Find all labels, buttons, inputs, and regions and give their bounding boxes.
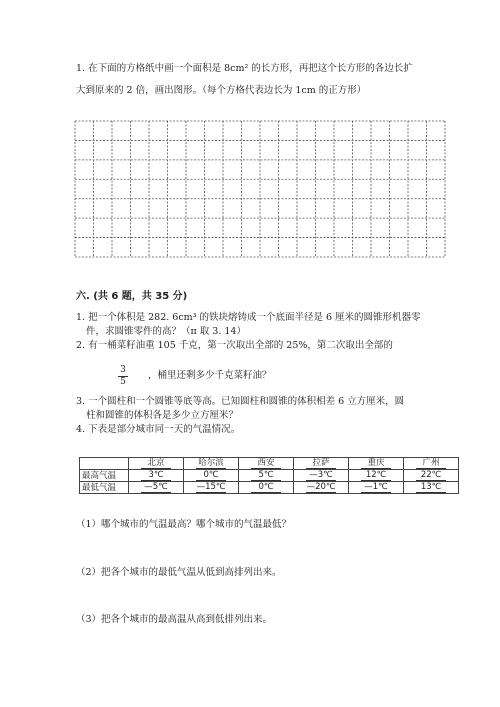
temp-value: —5℃ — [141, 483, 171, 493]
city-header — [129, 458, 184, 470]
city-name: 西安 — [251, 459, 281, 469]
city-name: 拉萨 — [306, 459, 336, 469]
temp-value: —15℃ — [196, 482, 226, 492]
question-6-3-line-1: 3. 一个圆柱和一个圆锥等底等高。已知圆柱和圆锥的体积相差 6 立方厘米，圆 — [76, 396, 405, 407]
subquestion-2: （2）把各个城市的最低气温从低到高排列出来。 — [76, 567, 282, 578]
table-corner-cell — [80, 458, 129, 470]
subquestion-3: （3）把各个城市的最高温从高到低排列出来。 — [76, 614, 273, 625]
question-6-2-line-2: ，桶里还剩多少千克菜籽油？ — [148, 370, 272, 381]
table-row-low — [80, 482, 459, 494]
temp-cell — [239, 482, 294, 494]
question-6-1-line-2: 件，求圆锥零件的高？（π 取 3. 14） — [86, 326, 246, 337]
temp-cell — [129, 482, 184, 494]
grid-paper — [74, 120, 446, 258]
fraction-three-fifths — [118, 365, 128, 388]
city-name: 北京 — [141, 459, 171, 469]
temp-cell — [294, 470, 349, 482]
temp-value: 5℃ — [251, 471, 281, 481]
temp-value: —3℃ — [306, 471, 336, 481]
fraction-denominator: 5 — [120, 377, 126, 387]
question-6-3-line-2: 柱和圆锥的体积各是多少立方厘米？ — [86, 410, 239, 421]
temp-value: 13℃ — [416, 483, 446, 493]
row-label: 最高气温 — [80, 470, 129, 482]
fraction-numerator: 3 — [120, 365, 126, 375]
city-name: 广州 — [416, 459, 446, 469]
temperature-table — [79, 457, 459, 494]
city-name: 哈尔滨 — [196, 459, 226, 469]
temp-cell — [184, 470, 239, 482]
city-header — [239, 458, 294, 470]
temp-cell — [294, 482, 349, 494]
temp-cell — [129, 470, 184, 482]
temp-value: 12℃ — [361, 471, 391, 481]
row-label: 最低气温 — [80, 482, 129, 494]
temp-value: 22℃ — [416, 471, 446, 481]
question-1-line-2: 大到原来的 2 倍，画出图形。（每个方格代表边长为 1cm 的正方形） — [76, 85, 367, 96]
temp-value: 0℃ — [251, 483, 281, 493]
city-header — [349, 458, 404, 470]
section-6-title: 六. (共 6 题，共 35 分) — [76, 291, 188, 302]
temp-cell — [184, 482, 239, 494]
subquestion-1: （1）哪个城市的气温最高？哪个城市的气温最低？ — [76, 519, 292, 530]
question-6-2-line-1: 2. 有一桶菜籽油重 105 千克，第一次取出全部的 25%，第二次取出全部的 — [76, 340, 393, 351]
temp-cell — [239, 470, 294, 482]
city-header — [184, 458, 239, 470]
question-6-1-line-1: 1. 把一个体积是 282. 6cm³ 的铁块熔铸成一个底面半径是 6 厘米的圆锥形机器零 — [76, 312, 421, 323]
question-6-4-line-1: 4. 下表是部分城市同一天的气温情况。 — [76, 424, 241, 435]
temp-value: 0℃ — [196, 471, 226, 481]
temp-cell — [349, 482, 404, 494]
temp-cell — [404, 470, 459, 482]
temp-value: 3℃ — [141, 471, 171, 481]
table-row-high — [80, 470, 459, 482]
temp-value: —20℃ — [306, 482, 336, 492]
city-header — [294, 458, 349, 470]
table-header-row — [80, 458, 459, 470]
city-name: 重庆 — [361, 459, 391, 469]
temp-cell — [404, 482, 459, 494]
temp-value: —1℃ — [361, 483, 391, 493]
question-1-line-1: 1. 在下面的方格纸中画一个面积是 8cm² 的长方形，再把这个长方形的各边长扩 — [76, 63, 413, 74]
city-header — [404, 458, 459, 470]
temp-cell — [349, 470, 404, 482]
